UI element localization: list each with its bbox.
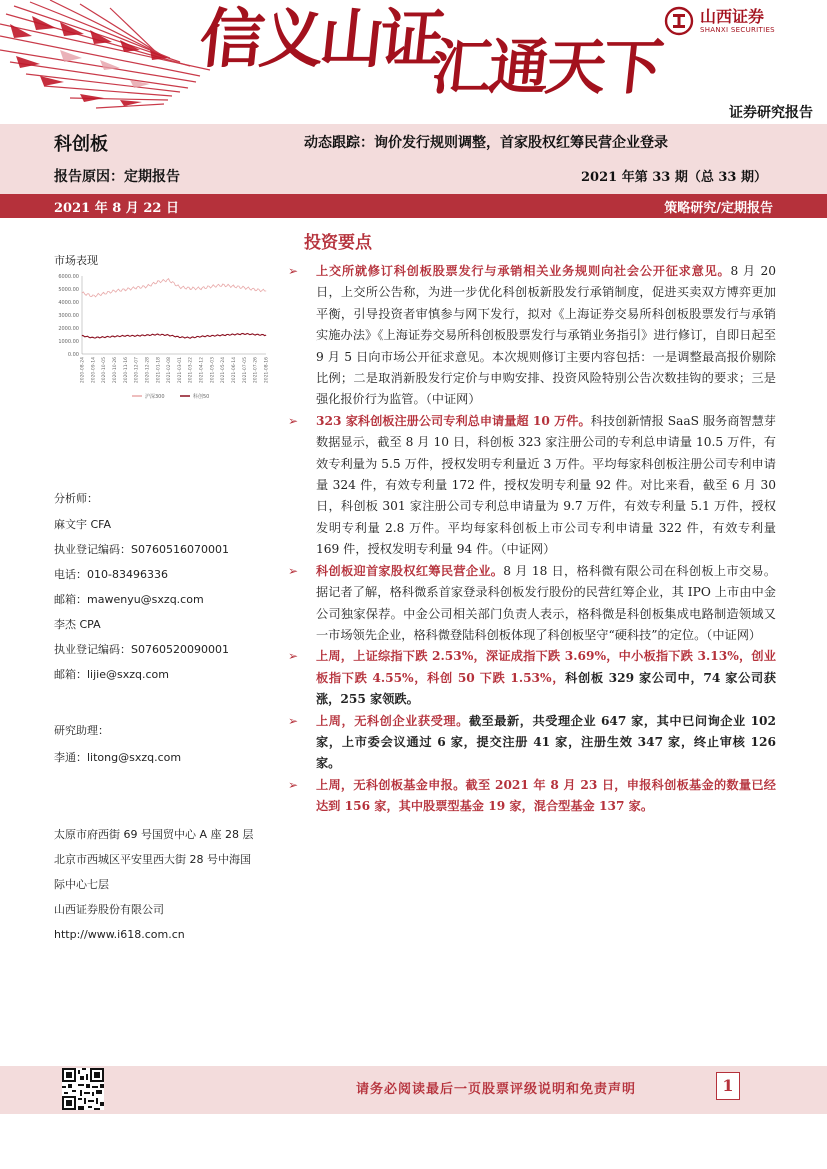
brand-logo-icon xyxy=(664,6,694,36)
x-tick-label: 2021-05-03 xyxy=(210,357,216,384)
data-point xyxy=(212,286,213,287)
highlight-body: 8 月 20 日，上交所公告称，为进一步优化科创板新股发行承销制度，促进买卖双方博弈更加平衡，引导投资者审慎参与网下发行，拟对《上海证券交易所科创板股票发行与承销实施办法》《上海证券交易所科创板股票发行与承销业务指引》进行修订，自即日起至 9 月 5 日向市场公开征求意见。本次规则修订主要内容包括：一是调整最高报价剔除比例；二是取消新股发行定价与申购安排、投资风险特别公告次数挂钩的要求；三是强化报价行为监管。（中证网） xyxy=(316,264,776,407)
data-point xyxy=(179,287,180,288)
data-point xyxy=(157,334,158,335)
assistant-label: 研究助理： xyxy=(54,724,109,737)
data-point xyxy=(82,293,83,294)
y-tick-label: 2000.00 xyxy=(58,326,79,332)
data-point xyxy=(125,289,126,290)
y-tick-label: 4000.00 xyxy=(58,300,79,306)
highlight-item xyxy=(288,561,777,647)
highlight-lead: 上周，无科创板基金申报。截至 2021 年 8 月 23 日，申报科创板基金的数量已经达到 156 家，其中股票型基金 19 家，混合型基金 137 家。 xyxy=(316,777,776,814)
x-tick-label: 2021-01-18 xyxy=(156,357,162,384)
data-point xyxy=(190,288,191,289)
x-tick-label: 2020-11-16 xyxy=(123,357,129,384)
data-point xyxy=(244,334,245,335)
decorative-fan-graphic xyxy=(0,0,230,124)
y-tick-label: 5000.00 xyxy=(58,287,79,293)
slogan-part-a: 信义山证 xyxy=(196,2,444,77)
data-point xyxy=(222,335,223,336)
data-point xyxy=(266,335,267,336)
data-point xyxy=(266,291,267,292)
analyst-row: 电话：010-83496336 xyxy=(54,568,168,581)
assistant-email-link[interactable]: 李通：litong@sxzq.com xyxy=(54,751,182,764)
brand-block xyxy=(664,6,775,36)
bullet-arrow-icon: ➢ xyxy=(288,264,299,278)
highlight-body: 科创板 329 家公司中，74 家公司获涨，255 家领跌。 xyxy=(316,670,776,707)
highlight-body: 截至最新，共受理企业 647 家，其中已问询企业 102 家，上市委会议通过 6 家，提交注册 41 家，注册生效 347 家，终止审核 126 家。 xyxy=(316,713,777,771)
highlight-item xyxy=(288,775,776,818)
analyst-row: 执业登记编码：S0760520090001 xyxy=(54,643,229,656)
data-point xyxy=(212,336,213,337)
date-band xyxy=(0,194,827,218)
header-banner xyxy=(0,0,827,124)
report-type-label: 证券研究报告 xyxy=(729,105,813,121)
highlight-item xyxy=(288,711,777,775)
brand-name-en: SHANXI SECURITIES xyxy=(700,26,775,34)
data-point xyxy=(125,336,126,337)
legend-label: 科创50 xyxy=(193,394,210,400)
x-tick-label: 2021-07-26 xyxy=(253,357,259,384)
brand-name-cn: 山西证券 xyxy=(700,7,765,26)
x-tick-label: 2021-03-01 xyxy=(177,357,183,384)
data-point xyxy=(168,335,169,336)
company-website-link[interactable]: http://www.i618.com.cn xyxy=(54,928,185,941)
y-tick-label: 6000.00 xyxy=(58,274,79,280)
y-tick-label: 3000.00 xyxy=(58,313,79,319)
x-tick-label: 2021-05-24 xyxy=(221,357,227,384)
x-tick-label: 2021-06-14 xyxy=(232,357,238,384)
analyst-row: 李杰 CPA xyxy=(54,618,101,631)
highlight-item xyxy=(288,646,776,710)
qr-code-icon[interactable] xyxy=(62,1068,104,1110)
report-category: 策略研究/定期报告 xyxy=(664,201,773,216)
data-point xyxy=(168,280,169,281)
page-number: 1 xyxy=(716,1072,740,1100)
series-line xyxy=(82,279,266,297)
analyst-row: 执业登记编码：S0760516070001 xyxy=(54,543,229,556)
data-point xyxy=(136,287,137,288)
legend-label: 沪深300 xyxy=(145,394,165,400)
disclaimer-text: 请务必阅读最后一页股票评级说明和免责声明 xyxy=(356,1082,637,1097)
slogan-part-b: 汇通天下 xyxy=(428,33,664,103)
highlight-lead: 上周，无科创企业获受理。 xyxy=(316,713,469,728)
address-line: 北京市西城区平安里西大街 28 号中海国 xyxy=(54,853,251,866)
data-point xyxy=(244,287,245,288)
analyst-block xyxy=(54,486,294,687)
data-point xyxy=(93,337,94,338)
data-point xyxy=(114,291,115,292)
data-point xyxy=(157,282,158,283)
data-point xyxy=(147,286,148,287)
x-tick-label: 2021-04-12 xyxy=(199,357,205,384)
x-tick-label: 2021-03-22 xyxy=(188,357,194,384)
highlight-item xyxy=(288,411,776,561)
address-line: 太原市府西街 69 号国贸中心 A 座 28 层 xyxy=(54,828,254,841)
data-point xyxy=(190,337,191,338)
report-reason: 报告原因：定期报告 xyxy=(54,169,180,185)
section-title: 投资要点 xyxy=(304,233,372,253)
investment-highlights xyxy=(288,228,777,818)
highlight-body: 科技创新情报 SaaS 服务商智慧芽数据显示，截至 8 月 10 日，科创板 323 家注册公司的专利总申请量 10.5 万件，有效专利量为 5.5 万件，授权发明专利量近 3 万件。平均每家科创板注册公司专利申请量 324 件，有效专利量 172 件，授权发明专利量 92 件。对比来看，截至 6 月 30 日，科创板 301 家注册公司专利总申请量为 9.7 万件，有效专利量 5.1 万件，授权发明专利量 2.8 万件。平均每家科创板上市公司专利申请量 322 件，有效专利量 169 件，授权发明专利量 94 件。（中证网） xyxy=(316,413,776,557)
data-point xyxy=(233,286,234,287)
market-chart-title: 市场表现 xyxy=(54,254,98,267)
company-name: 山西证券股份有限公司 xyxy=(54,903,164,916)
analyst-label: 分析师： xyxy=(54,492,98,505)
y-tick-label: 0.00 xyxy=(67,352,79,358)
address-line: 际中心七层 xyxy=(54,878,109,891)
x-tick-label: 2021-07-05 xyxy=(242,357,248,384)
highlight-lead: 323 家科创板注册公司专利总申请量超 10 万件。 xyxy=(316,413,591,428)
bullet-arrow-icon: ➢ xyxy=(288,413,299,428)
x-tick-label: 2021-08-16 xyxy=(264,357,270,384)
analyst-email-link[interactable]: 邮箱：lijie@sxzq.com xyxy=(54,668,169,681)
data-point xyxy=(179,337,180,338)
x-tick-label: 2020-08-24 xyxy=(80,357,86,384)
report-headline: 动态跟踪：询价发行规则调整，首家股权红筹民营企业登录 xyxy=(304,135,668,151)
data-point xyxy=(114,336,115,337)
highlight-body: 8 月 18 日，格科微有限公司在科创板上市交易。据记者了解，格科微系首家登录科创板发行股份的民营红筹企业，其 IPO 上市由中金公司独家保荐。中金公司相关部门负责人表示，格科微是科创板集成电路制造领域又一市场领先企业，格科微登陆科创板体现了科创板坚守“硬科技”的定位。（中证网） xyxy=(316,563,777,642)
data-point xyxy=(82,336,83,337)
data-point xyxy=(147,335,148,336)
y-tick-label: 1000.00 xyxy=(58,339,79,345)
x-tick-label: 2020-12-07 xyxy=(134,357,140,384)
bullet-arrow-icon: ➢ xyxy=(288,649,299,664)
data-point xyxy=(103,293,104,294)
x-tick-label: 2020-10-05 xyxy=(102,357,108,384)
analyst-email-link[interactable]: 邮箱：mawenyu@sxzq.com xyxy=(54,593,204,606)
x-tick-label: 2020-10-26 xyxy=(112,357,118,384)
issue-number: 2021 年第 33 期（总 33 期） xyxy=(581,170,767,185)
address-block xyxy=(54,822,294,947)
highlight-lead: 上交所就修订科创板股票发行与承销相关业务规则向社会公开征求意见。 xyxy=(316,264,731,278)
data-point xyxy=(255,289,256,290)
data-point xyxy=(103,337,104,338)
data-point xyxy=(201,288,202,289)
x-tick-label: 2021-02-08 xyxy=(167,357,173,384)
data-point xyxy=(201,336,202,337)
data-point xyxy=(255,334,256,335)
highlight-lead: 科创板迎首家股权红筹民营企业。 xyxy=(316,563,504,578)
x-tick-label: 2020-09-14 xyxy=(91,357,97,384)
highlight-lead: 上周，上证综指下跌 2.53%，深证成指下跌 3.69%，中小板指下跌 3.13%，创业板指下跌 4.55%，科创 50 下跌 1.53%， xyxy=(316,649,776,685)
assistant-block xyxy=(54,718,294,770)
sector-title: 科创板 xyxy=(54,134,108,155)
data-point xyxy=(93,296,94,297)
data-point xyxy=(222,285,223,286)
report-date: 2021 年 8 月 22 日 xyxy=(54,201,179,216)
analyst-row: 麻文宇 CFA xyxy=(54,518,112,531)
bullet-arrow-icon: ➢ xyxy=(288,777,299,792)
data-point xyxy=(136,336,137,337)
market-performance-chart xyxy=(54,272,278,404)
data-point xyxy=(233,334,234,335)
bullet-arrow-icon: ➢ xyxy=(288,563,299,578)
highlight-item xyxy=(288,261,776,411)
x-tick-label: 2020-12-28 xyxy=(145,357,151,384)
bullet-arrow-icon: ➢ xyxy=(288,713,299,728)
series-line xyxy=(82,334,266,339)
